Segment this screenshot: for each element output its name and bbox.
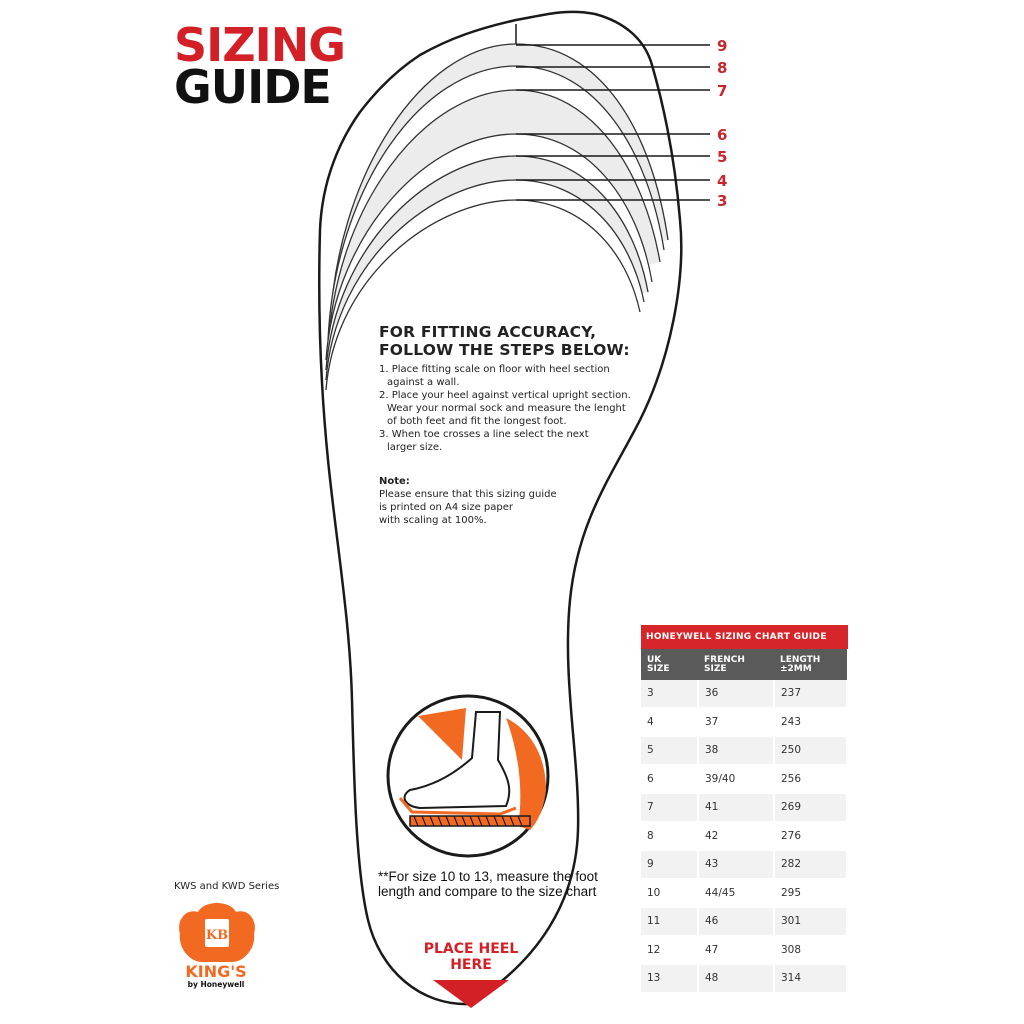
size-mark-label: 3	[717, 192, 728, 210]
french-size-cell: 39/40	[698, 765, 774, 794]
french-size-cell: 46	[698, 907, 774, 936]
length-cell: 237	[774, 680, 847, 708]
french-size-cell: 37	[698, 708, 774, 737]
length-cell: 250	[774, 736, 847, 765]
header-length: LENGTH ±2MM	[774, 649, 847, 680]
instructions-heading-line2: FOLLOW THE STEPS BELOW:	[379, 341, 630, 359]
step-text: against a wall.	[387, 377, 460, 388]
table-row	[641, 736, 847, 765]
length-cell: 301	[774, 907, 847, 936]
note-label: Note:	[379, 476, 410, 487]
product-series: KWS and KWD Series	[174, 881, 280, 892]
crest-letters: KB	[205, 928, 229, 943]
note-line: with scaling at 100%.	[379, 515, 487, 526]
french-size-cell: 47	[698, 936, 774, 965]
length-cell: 256	[774, 765, 847, 794]
french-size-cell: 43	[698, 850, 774, 879]
size-mark-label: 7	[717, 82, 728, 100]
uk-size-cell: 11	[641, 907, 698, 936]
table-row	[641, 680, 847, 708]
uk-size-cell: 5	[641, 736, 698, 765]
length-cell: 314	[774, 964, 847, 993]
french-size-cell: 36	[698, 680, 774, 708]
fitting-instructions	[379, 323, 649, 454]
step-text: larger size.	[387, 442, 443, 453]
french-size-cell: 38	[698, 736, 774, 765]
table-row	[641, 793, 847, 822]
table-row	[641, 964, 847, 993]
place-heel-label	[412, 941, 530, 973]
size-chart-title: HONEYWELL SIZING CHART GUIDE	[641, 625, 848, 649]
header-uk-size: UK SIZE	[641, 649, 698, 680]
heel-label-line1: PLACE HEEL	[423, 941, 519, 957]
uk-size-cell: 9	[641, 850, 698, 879]
step-text: 3. When toe crosses a line select the next	[379, 429, 589, 440]
uk-size-cell: 8	[641, 822, 698, 851]
heel-label-line2: HERE	[450, 957, 492, 973]
step-text: of both feet and fit the longest foot.	[387, 416, 567, 427]
table-row	[641, 879, 847, 908]
length-cell: 269	[774, 793, 847, 822]
french-size-cell: 42	[698, 822, 774, 851]
table-row	[641, 936, 847, 965]
length-cell: 308	[774, 936, 847, 965]
header-french-size: FRENCH SIZE	[698, 649, 774, 680]
size-chart-table	[641, 625, 848, 994]
size-chart-body	[641, 680, 847, 993]
french-size-cell: 41	[698, 793, 774, 822]
table-row	[641, 765, 847, 794]
instructions-heading	[379, 323, 649, 359]
uk-size-cell: 7	[641, 793, 698, 822]
title-line-sizing: SIZING	[174, 18, 345, 72]
size-mark-label: 6	[717, 126, 728, 144]
size-mark-label: 5	[717, 148, 728, 166]
table-row	[641, 708, 847, 737]
crest-spacer	[174, 902, 258, 962]
note-line: is printed on A4 size paper	[379, 502, 514, 513]
length-cell: 243	[774, 708, 847, 737]
instruction-step	[379, 363, 649, 389]
french-size-cell: 48	[698, 964, 774, 993]
uk-size-cell: 13	[641, 964, 698, 993]
instructions-heading-line1: FOR FITTING ACCURACY,	[379, 323, 597, 341]
foot-measuring-illustration	[388, 696, 548, 856]
size-mark-label: 4	[717, 172, 728, 190]
instruction-step	[379, 389, 649, 428]
step-text: 1. Place fitting scale on floor with heel section	[379, 364, 610, 375]
french-size-cell: 44/45	[698, 879, 774, 908]
step-text: 2. Place your heel against vertical upright section.	[379, 390, 631, 401]
brand-byline: by Honeywell	[187, 980, 245, 989]
uk-size-cell: 3	[641, 680, 698, 708]
uk-size-cell: 6	[641, 765, 698, 794]
table-row	[641, 850, 847, 879]
size-mark-label: 8	[717, 59, 728, 77]
instructions-steps	[379, 363, 649, 454]
length-cell: 295	[774, 879, 847, 908]
uk-size-cell: 4	[641, 708, 698, 737]
note-line: Please ensure that this sizing guide	[379, 489, 557, 500]
step-text: Wear your normal sock and measure the lenght	[387, 403, 626, 414]
print-note	[379, 475, 579, 527]
size-mark-label: 9	[717, 37, 728, 55]
length-cell: 282	[774, 850, 847, 879]
uk-size-cell: 10	[641, 879, 698, 908]
brand-name: KING'S	[185, 962, 247, 981]
instruction-step	[379, 428, 649, 454]
table-row	[641, 907, 847, 936]
kings-logo	[174, 902, 258, 989]
uk-size-cell: 12	[641, 936, 698, 965]
table-row	[641, 822, 847, 851]
size-chart-header-row	[641, 649, 847, 680]
large-size-note: **For size 10 to 13, measure the foot length and compare to the size chart	[378, 869, 598, 899]
length-cell: 276	[774, 822, 847, 851]
title-line-guide: GUIDE	[174, 60, 331, 114]
